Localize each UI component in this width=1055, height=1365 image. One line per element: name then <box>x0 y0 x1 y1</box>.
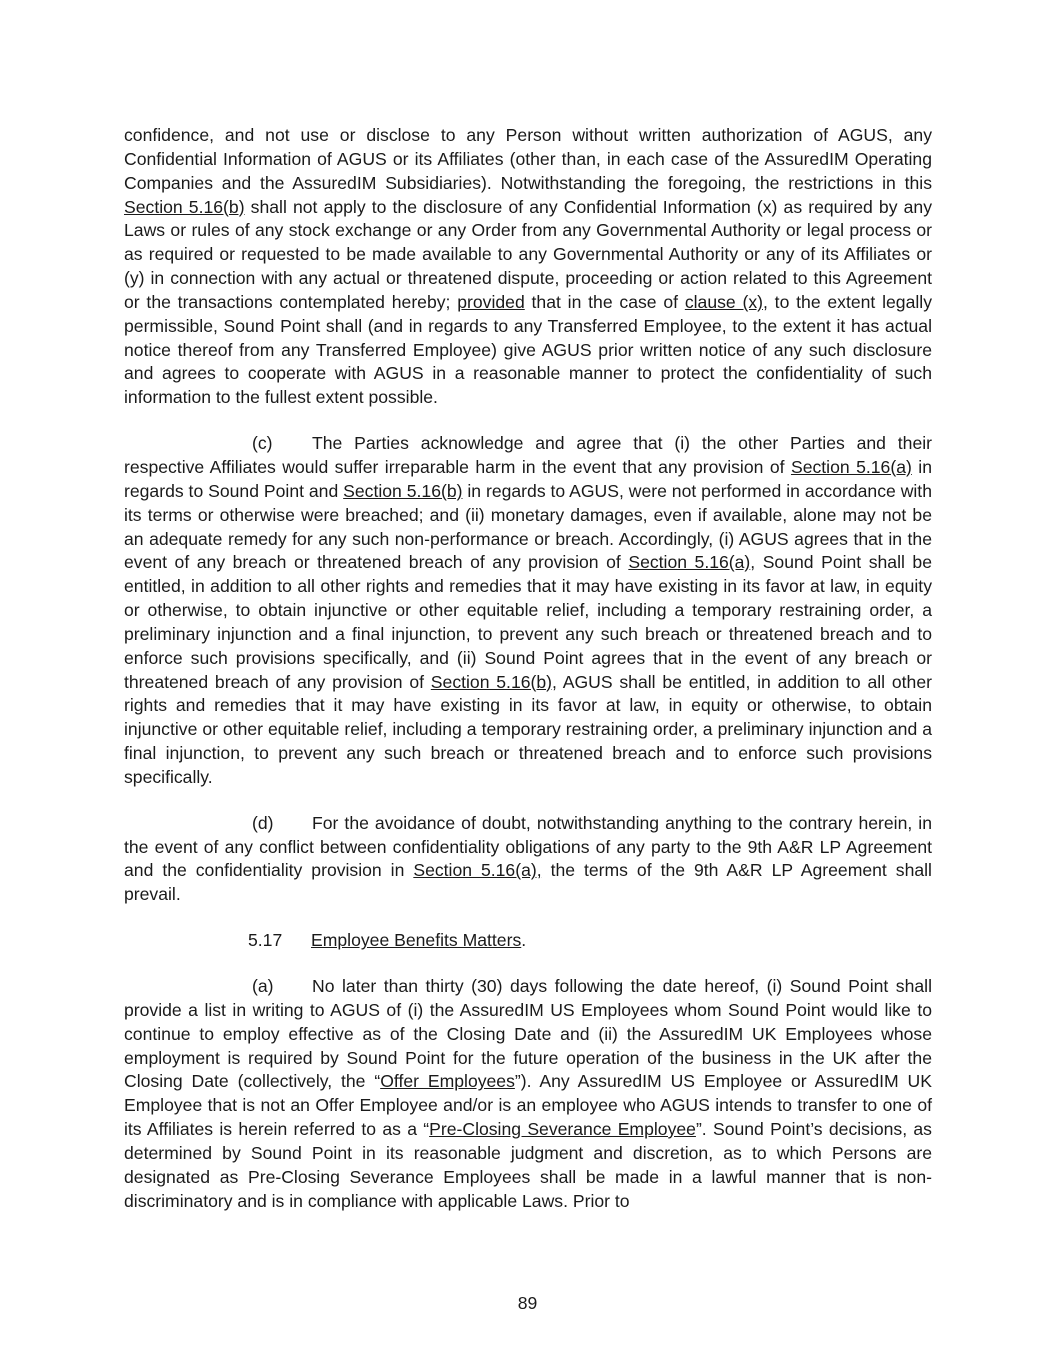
text-run: shall not apply to the disclosure of any Confidential Information (x) as required by any Laws or rules of any stock exchange or any Order from any Governmental Authority or legal process or as required or requested to be made available to any Governmental Authority or any of its Affiliates or (y) in connection with any actual or threatened dispute, proceeding or action related to this Agreement or the transactions contemplated hereby; <box>124 196 932 312</box>
paragraph-a <box>124 975 932 1213</box>
text-run: in regards to Sound Point and <box>124 456 932 501</box>
defined-term: Pre-Closing Severance Employee <box>429 1119 696 1140</box>
section-reference: Section 5.16(b) <box>343 480 463 501</box>
defined-term: Offer Employees <box>380 1071 515 1092</box>
section-reference: Section 5.16(a) <box>628 552 751 573</box>
text-run: in regards to AGUS, were not performed in accordance with its terms or otherwise were breached; and (ii) monetary damages, even if available, alone may not be an adequate remedy for any such non-performance or breach. Accordingly, (i) AGUS agrees that in the event of any breach or threatened breach of any provision of <box>124 480 932 573</box>
text-run: ”). Any AssuredIM US Employee or AssuredIM UK Employee that is not an Offer Employee and/or is an employee who AGUS intends to transfer to one of its Affiliates is herein referred to as a “ <box>124 1071 932 1140</box>
text-run: No later than thirty (30) days following the date hereof, (i) Sound Point shall provide a list in writing to AGUS of (i) the AssuredIM US Employees whom Sound Point would like to continue to employ effective as of the Closing Date and (ii) the AssuredIM UK Employees whose employment is required by Sound Point for the future operation of the business in the UK after the Closing Date (collectively, the “ <box>124 976 932 1092</box>
paragraph-indent <box>124 812 312 836</box>
paragraph-d <box>124 812 932 907</box>
paragraph-label: (a) <box>252 976 274 996</box>
text-run: the terms of the 9th A&R LP Agreement shall prevail. <box>124 860 932 905</box>
paragraph-b-continuation <box>124 124 932 410</box>
text-run: ”. Sound Point’s decisions, as determined by Sound Point in its reasonable judgment and discretion, as to which Persons are designated as Pre-Closing Severance Employees shall be made in a lawful manner that is non-discriminatory and is in compliance with applicable Laws. Prior to <box>124 1119 932 1211</box>
section-reference: Section 5.16(a) <box>790 456 912 477</box>
section-title: Employee Benefits Matters <box>311 930 522 951</box>
text-run: The Parties acknowledge and agree that (i) the other Parties and their respective Affiliates would suffer irreparable harm in the event that any provision of <box>124 433 932 477</box>
section-reference: Section 5.16(a), <box>413 860 542 881</box>
section-heading <box>124 929 932 953</box>
page-number: 89 <box>517 1293 538 1313</box>
text-run: confidence, and not use or disclose to any Person without written authorization of AGUS, any Confidential Information of AGUS or its Affiliates (other than, in each case of the AssuredIM Operating Companies and the AssuredIM Subsidiaries). Notwithstanding the foregoing, the restrictions in this <box>124 125 932 193</box>
document-body <box>124 124 932 1213</box>
text-run: , Sound Point shall be entitled, in addition to all other rights and remedies that it may have existing in its favor at law, in equity or otherwise, to obtain injunctive or other equitable relief, including a temporary restraining order, a preliminary injunction and a final injunction, to prevent any such breach or threatened breach and to enforce such provisions specifically, and (ii) Sound Point agrees that in the event of any breach or threatened breach of any provision of <box>124 552 932 692</box>
text-run: , AGUS shall be entitled, in addition to all other rights and remedies that it may have existing in its favor at law, in equity or otherwise, to obtain injunctive or other equitable relief, including a temporary restraining order, a preliminary injunction and a final injunction, to prevent any such breach or threatened breach and to enforce such provisions specifically. <box>124 671 932 787</box>
text-run: For the avoidance of doubt, notwithstanding anything to the contrary herein, in the event of any conflict between confidentiality obligations of any party to the 9th A&R LP Agreement and the confidentiality provision in <box>124 812 932 881</box>
paragraph-label: (d) <box>252 812 274 833</box>
paragraph-label: (c) <box>252 433 273 454</box>
section-reference: Section 5.16(b) <box>124 196 245 217</box>
section-title-period: . <box>521 930 527 951</box>
defined-term: provided <box>457 291 525 312</box>
text-run: that in the case of <box>524 291 685 312</box>
paragraph-indent <box>124 432 312 456</box>
paragraph-c <box>124 432 932 790</box>
section-number: 5.17 <box>248 930 283 951</box>
paragraph-indent <box>124 975 312 999</box>
clause-reference: clause (x) <box>684 291 763 312</box>
text-run: , to the extent legally permissible, Sound Point shall (and in regards to any Transferred Employee, to the extent it has actual notice thereof from any Transferred Employee) give AGUS prior written notice of any such disclosure and agrees to cooperate with AGUS in a reasonable manner to protect the confidentiality of such information to the fullest extent possible. <box>124 291 932 408</box>
section-reference: Section 5.16(b) <box>430 671 553 692</box>
